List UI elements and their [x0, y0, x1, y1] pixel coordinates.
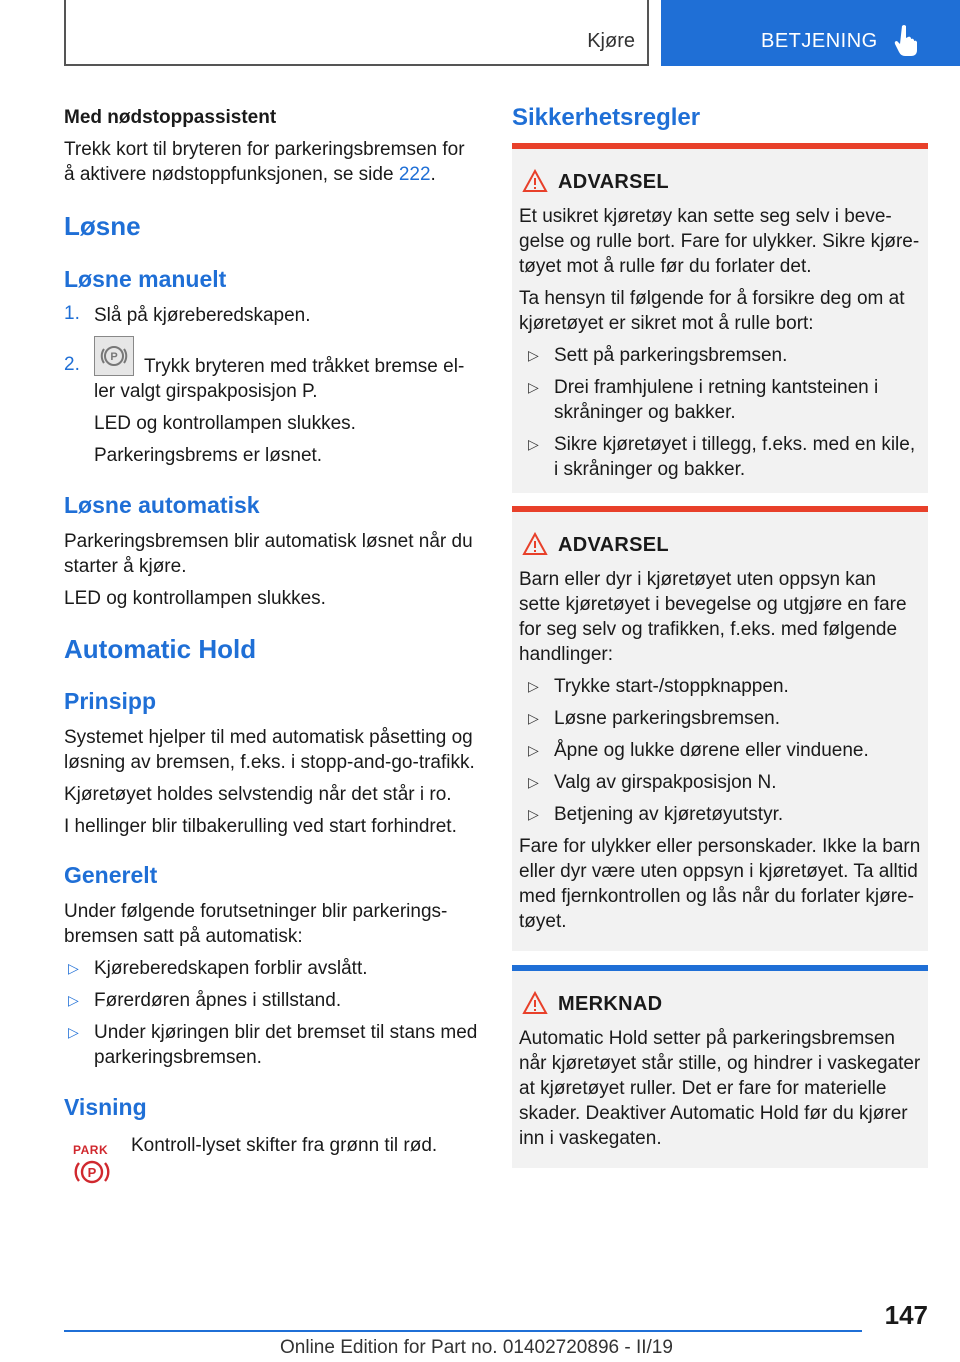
generelt-line2: bremsen satt på automatisk:: [64, 926, 303, 947]
warning-triangle-icon: [522, 532, 548, 556]
note-bar: [512, 965, 928, 971]
heading-prinsipp: Prinsipp: [64, 688, 157, 714]
warning-box-1: [512, 143, 928, 493]
header-section-label: Kjøre: [587, 30, 635, 52]
box-text-line: gelse og rulle bort. Fare for ulykker. Sikre kjøre-: [519, 231, 920, 252]
heading-losne-manuelt: Løsne manuelt: [64, 266, 227, 292]
warning-title: ADVARSEL: [558, 534, 669, 556]
warning-box-2: [512, 506, 928, 951]
box-text-line: når kjøretøyet står stille, og hindrer i vaskegater: [519, 1053, 921, 1074]
list-item: [512, 802, 928, 827]
box-text-line: sette kjøretøyet i bevegelse og utgjøre en fare: [519, 594, 907, 615]
step-2-line2: ler valgt girspakposisjon P.: [94, 381, 318, 402]
bullet-icon: ▷: [528, 806, 539, 822]
list-item-text-cont: parkeringsbremsen.: [94, 1047, 262, 1068]
box-text-line: Fare for ulykker eller personskader. Ikke la barn: [519, 836, 921, 857]
step-2-line1: Trykk bryteren med tråkket bremse el-: [144, 356, 465, 377]
box-text-line: tøyet.: [519, 911, 567, 932]
bullet-icon: ▷: [68, 992, 79, 1008]
list-item: [512, 674, 928, 699]
note-title: MERKNAD: [558, 993, 663, 1015]
list-item-text: Under kjøringen blir det bremset til stans med: [94, 1022, 478, 1043]
header-section-tab: [64, 0, 649, 66]
auto-text-line3: LED og kontrollampen slukkes.: [64, 588, 326, 609]
intro-text-part: å aktivere nødstoppfunksjonen, se side: [64, 164, 399, 185]
list-item-text: Kjøreberedskapen forblir avslått.: [94, 958, 368, 979]
list-item: [64, 956, 482, 981]
bullet-icon: ▷: [528, 774, 539, 790]
auto-text-line2: starter å kjøre.: [64, 556, 187, 577]
box-text-line: Barn eller dyr i kjøretøyet uten oppsyn kan: [519, 569, 876, 590]
warning-title: ADVARSEL: [558, 171, 669, 193]
header-chapter-tab: [661, 0, 960, 66]
list-item-text: Drei framhjulene i retning kantsteinen i: [554, 377, 879, 398]
prinsipp-line1: Systemet hjelper til med automatisk påsetting og: [64, 727, 473, 748]
heading-sikkerhetsregler: Sikkerhetsregler: [512, 104, 701, 131]
list-item: [64, 1020, 482, 1070]
box-text-line: eller dyr være uten oppsyn i kjøretøyet. Ta alltid: [519, 861, 918, 882]
prinsipp-line4: I hellinger blir tilbakerulling ved start forhindret.: [64, 816, 457, 837]
list-item-text: Betjening av kjøretøyutstyr.: [554, 804, 784, 825]
box-text-line: inn i vaskegaten.: [519, 1128, 662, 1149]
step-2-number: 2.: [64, 354, 80, 375]
step-2-sub1: LED og kontrollampen slukkes.: [94, 413, 356, 434]
list-item: [512, 770, 928, 795]
list-item: [64, 988, 482, 1013]
list-item-text: Førerdøren åpnes i stillstand.: [94, 990, 342, 1011]
list-item: [512, 343, 928, 368]
svg-text:P: P: [87, 1165, 97, 1180]
bullet-icon: ▷: [528, 436, 539, 452]
note-box: [512, 965, 928, 1168]
list-item: [512, 432, 928, 482]
warning-triangle-icon: [522, 991, 548, 1015]
park-indicator-label: PARK: [73, 1143, 109, 1157]
bullet-icon: ▷: [528, 379, 539, 395]
step-1-number: 1.: [64, 303, 80, 324]
box-text-line: skader. Deaktiver Automatic Hold før du kjører: [519, 1103, 908, 1124]
generelt-line1: Under følgende forutsetninger blir parkerings-: [64, 901, 448, 922]
list-item-text-cont: i skråninger og bakker.: [554, 459, 746, 480]
bullet-icon: ▷: [528, 347, 539, 363]
park-indicator-icon: [72, 1143, 112, 1187]
list-item: [512, 375, 928, 425]
page-reference-link[interactable]: 222: [398, 164, 431, 185]
list-item-text: Åpne og lukke dørene eller vinduene.: [554, 740, 869, 761]
box-text-line: for seg selv og trafikken, f.eks. med følgende: [519, 619, 898, 640]
box-text-line: Automatic Hold setter på parkeringsbremsen: [519, 1028, 895, 1049]
page-number: 147: [884, 1300, 928, 1330]
list-item: [512, 706, 928, 731]
list-item-text: Sett på parkeringsbremsen.: [554, 345, 788, 366]
heading-losne-automatisk: Løsne automatisk: [64, 492, 260, 518]
step-1-text: Slå på kjøreberedskapen.: [94, 305, 311, 326]
intro-heading: Med nødstoppassistent: [64, 107, 277, 128]
box-text-line: handlinger:: [519, 644, 614, 665]
intro-text-line1: Trekk kort til bryteren for parkeringsbremsen for: [64, 139, 465, 160]
heading-automatic-hold: Automatic Hold: [64, 634, 257, 664]
step-2-sub2: Parkeringsbrems er løsnet.: [94, 445, 323, 466]
step-2: [64, 351, 482, 466]
visning-text: Kontroll-lyset skifter fra grønn til rød.: [131, 1135, 438, 1156]
list-item-text: Valg av girspakposisjon N.: [554, 772, 777, 793]
bullet-icon: ▷: [68, 1024, 79, 1040]
heading-generelt: Generelt: [64, 862, 158, 888]
box-text-line: tøyet mot å rulle før du forlater det.: [519, 256, 812, 277]
box-text-line: at kjøretøyet ruller. Det er fare for materielle: [519, 1078, 887, 1099]
list-item-text: Løsne parkeringsbremsen.: [554, 708, 780, 729]
heading-losne: Løsne: [64, 211, 141, 241]
header-chapter-label: BETJENING: [761, 30, 878, 52]
svg-text:P: P: [110, 351, 118, 363]
warning-triangle-icon: [522, 169, 548, 193]
bullet-icon: ▷: [528, 678, 539, 694]
footer-divider: [64, 1330, 862, 1332]
prinsipp-line2: løsning av bremsen, f.eks. i stopp-and-go-trafikk.: [64, 752, 475, 773]
bullet-icon: ▷: [528, 742, 539, 758]
intro-text-line2: [64, 162, 436, 187]
heading-visning: Visning: [64, 1094, 147, 1120]
footer-edition: Online Edition for Part no. 01402720896 - II/19: [280, 1337, 673, 1358]
intro-text-end: .: [430, 164, 436, 185]
bullet-icon: ▷: [528, 710, 539, 726]
parking-brake-switch-icon: [94, 336, 134, 376]
box-text-line: med fjernkontrollen og lås når du forlater kjøre-: [519, 886, 914, 907]
list-item: [512, 738, 928, 763]
bullet-icon: ▷: [68, 960, 79, 976]
box-text-line: Et usikret kjøretøy kan sette seg selv i beve-: [519, 206, 892, 227]
box-text-line: kjøretøyet er sikret mot å rulle bort:: [519, 313, 814, 334]
box-text-line: Ta hensyn til følgende for å forsikre deg om at: [519, 288, 905, 309]
step-1: [64, 303, 482, 328]
warning-bar: [512, 506, 928, 512]
warning-bar: [512, 143, 928, 149]
auto-text-line1: Parkeringsbremsen blir automatisk løsnet når du: [64, 531, 473, 552]
pointing-hand-icon: [894, 24, 922, 56]
prinsipp-line3: Kjøretøyet holdes selvstendig når det står i ro.: [64, 784, 452, 805]
list-item-text: Sikre kjøretøyet i tillegg, f.eks. med en kile,: [554, 434, 916, 455]
list-item-text-cont: skråninger og bakker.: [554, 402, 736, 423]
list-item-text: Trykke start-/stoppknappen.: [554, 676, 789, 697]
